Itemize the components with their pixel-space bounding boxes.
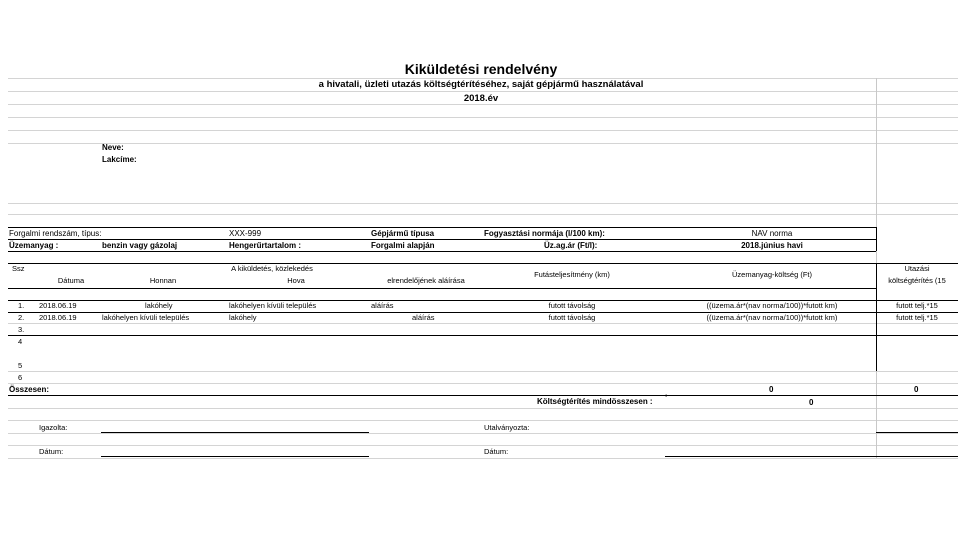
row-km: futott távolság <box>548 313 596 322</box>
row-number: 5 <box>18 361 23 370</box>
nav-norm-value: NAV norma <box>751 229 793 238</box>
registration-label: Forgalmi rendszám, típus: <box>9 229 102 238</box>
form-subtitle: a hivatali, üzleti utazás költségtérítéséhez, saját gépjármű használatával <box>318 79 644 90</box>
registration-basis: Forgalmi alapján <box>371 241 435 250</box>
row-signature: aláírás <box>412 313 435 322</box>
row-signature: aláírás <box>371 301 394 310</box>
date-line-left <box>101 456 369 457</box>
row-date: 2018.06.19 <box>39 313 77 322</box>
header-group: A kiküldetés, közlekedés <box>231 264 313 273</box>
header-approver: elrendelőjének aláírása <box>387 276 465 285</box>
form-year: 2018.év <box>463 93 499 104</box>
row-number: 1. <box>18 301 25 310</box>
consumption-label: Fogyasztási normája (l/100 km): <box>484 229 605 238</box>
grand-total-label: Költségtérítés mindösszesen : <box>537 397 653 406</box>
cell-comment-marker: ˚ <box>665 394 668 403</box>
row-travel-cost: futott telj.*15 <box>896 301 938 310</box>
vehicle-type-label: Gépjármű típusa <box>371 229 435 238</box>
row-number: 2. <box>18 313 25 322</box>
registration-value: XXX-999 <box>229 229 262 238</box>
row-to: lakóhelyen kívüli település <box>229 301 317 310</box>
header-serial: Ssz <box>12 264 25 273</box>
row-fuel-cost: ((üzema.ár*(nav norma/100))*futott km) <box>706 301 838 310</box>
date-line-right <box>665 456 958 457</box>
header-travel-1: Utazási <box>904 264 930 273</box>
row-km: futott távolság <box>548 301 596 310</box>
fuel-price-label: Üz.ag.ár (Ft/l): <box>544 241 598 250</box>
row-fuel-cost: ((üzema.ár*(nav norma/100))*futott km) <box>706 313 838 322</box>
date-label-right: Dátum: <box>484 447 509 456</box>
row-to: lakóhely <box>229 313 257 322</box>
fuel-price-value: 2018.június havi <box>741 241 803 250</box>
total-fuel-cost: 0 <box>769 385 774 394</box>
total-travel-cost: 0 <box>914 385 919 394</box>
name-label: Neve: <box>102 143 124 152</box>
fuel-value: benzin vagy gázolaj <box>102 241 178 250</box>
approved-label: Utalványozta: <box>484 423 530 432</box>
row-date: 2018.06.19 <box>39 301 77 310</box>
header-travel-2: költségtérítés (15 <box>888 276 946 285</box>
header-fuel-cost: Üzemanyag-költség (Ft) <box>731 270 813 279</box>
fuel-label: Üzemanyag : <box>9 241 59 250</box>
cylinder-label: Hengerűrtartalom : <box>229 241 302 250</box>
row-from: lakóhely <box>145 301 173 310</box>
row-from: lakóhelyen kívüli település <box>102 313 190 322</box>
approved-signature-line <box>876 432 958 433</box>
row-number: 6 <box>18 373 23 382</box>
header-km: Futásteljesítmény (km) <box>534 270 610 279</box>
header-to: Hova <box>287 276 305 285</box>
date-label-left: Dátum: <box>39 447 64 456</box>
total-label: Összesen: <box>9 385 50 394</box>
grand-total-value: 0 <box>809 398 814 407</box>
header-date: Dátuma <box>57 276 85 285</box>
header-from: Honnan <box>149 276 177 285</box>
row-number: 3. <box>18 325 25 334</box>
certified-label: Igazolta: <box>39 423 68 432</box>
form-title: Kiküldetési rendelvény <box>404 61 558 77</box>
row-travel-cost: futott telj.*15 <box>896 313 938 322</box>
row-number: 4 <box>18 337 23 346</box>
address-label: Lakcíme: <box>102 155 137 164</box>
certified-signature-line <box>101 432 369 433</box>
